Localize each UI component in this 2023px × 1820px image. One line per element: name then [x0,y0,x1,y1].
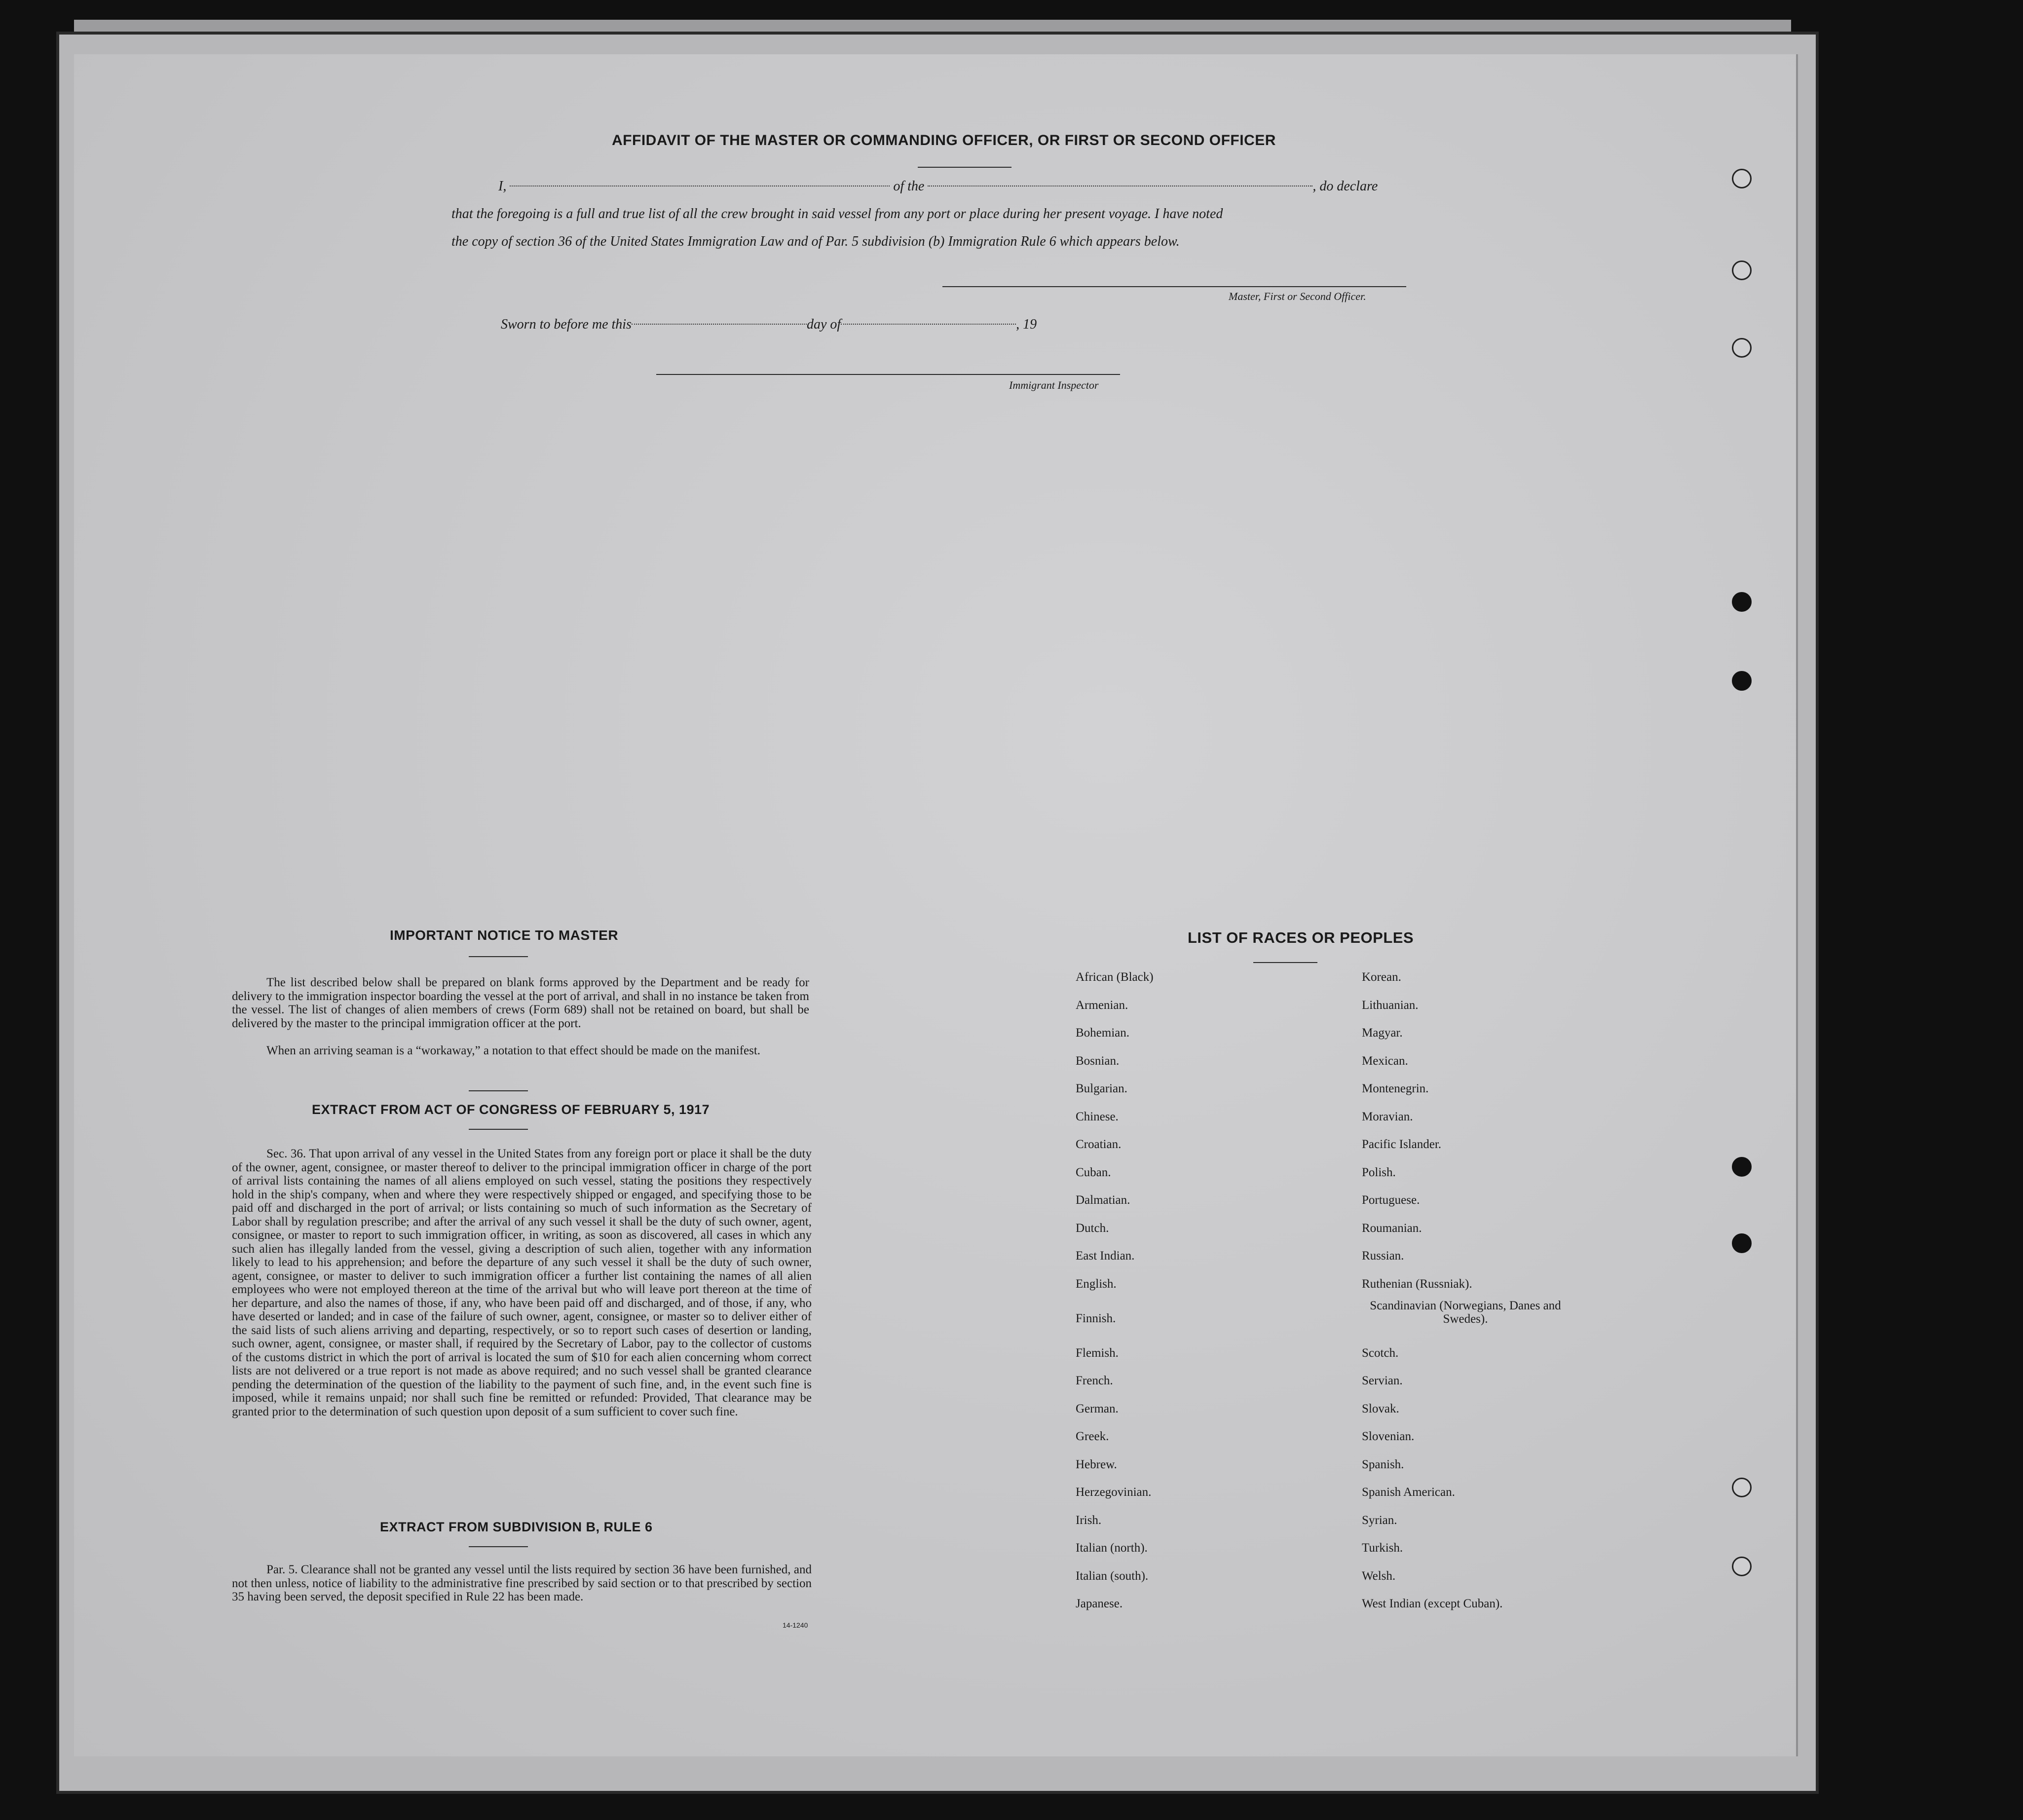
punch-hole-icon [1732,1557,1752,1576]
race-item: Chinese. [1076,1110,1119,1123]
extract-act-title: EXTRACT FROM ACT OF CONGRESS OF FEBRUARY 5, 1917 [312,1102,710,1117]
race-item: Slovenian. [1362,1430,1415,1443]
races-title: LIST OF RACES OR PEOPLES [1188,929,1414,946]
race-item: Roumanian. [1362,1222,1422,1235]
race-item: Italian (north). [1076,1541,1148,1555]
race-item: German. [1076,1402,1119,1415]
month-blank-line [841,323,1016,325]
sworn-year: , 19 [1016,317,1037,332]
race-item: Dutch. [1076,1222,1109,1235]
race-item: Bohemian. [1076,1026,1130,1040]
race-item: Greek. [1076,1430,1109,1443]
affidavit-line-1 [498,173,1480,200]
race-item: Dalmatian. [1076,1193,1130,1207]
race-item: African (Black) [1076,970,1154,984]
extract-act-body: Sec. 36. That upon arrival of any vessel in the United States from any foreign port or place it shall be the duty of the owner, agent, consignee, or master thereof to deliver to the principal immigration officer in charge of the port of arrival lists containing the names of all aliens employed on such vessel, stating the positions they respectively hold in the ship's company, when and where they were respectively shipped or engaged, and specifying those to be paid off and discharged in the port of arrival; or lists containing so much of such information as the Secretary of Labor shall by regulation prescribe; and after the arrival of any such vessel it shall be the duty of such owner, agent, consignee, or master to report to such immigration officer, in writing, as soon as discovered, all cases in which any such alien has illegally landed from the vessel, giving a description of such alien, together with any information likely to lead to his apprehension; and before the departure of any such vessel it shall be the duty of such owner, agent, consignee, or master to deliver to such immigration officer a further list containing the names of all alien employees who were not employed thereon at the time of the arrival but who will leave port thereon at the time of her departure, and also the names of those, if any, who have been paid off and discharged, and of those, if any, who have deserted or landed; and in case of the failure of such owner, agent, consignee, or master so to deliver either of the said lists of such aliens arriving and departing, respectively, or so to report such cases of desertion or landing, such owner, agent, consignee, or master shall, if required by the Secretary of Labor, pay to the collector of customs of the customs district in which the port of arrival is located the sum of $10 for each alien concerning whom correct lists are not delivered or a true report is not made as above required; and no such vessel shall be granted clearance pending the determination of the question of the liability to the payment of such fine, and, in the event such fine is imposed, while it remains unpaid; nor shall such fine be remitted or refunded: Provided, That clearance may be granted prior to the determination of such question upon deposit of a sum sufficient to cover such fine. [232,1147,812,1418]
notice-paragraph-2: When an arriving seaman is a “workaway,” a notation to that effect should be made on the manifest. [266,1044,761,1057]
document-page [74,54,1798,1756]
race-item: Syrian. [1362,1514,1397,1527]
punch-hole-icon [1732,260,1752,280]
race-item: Russian. [1362,1249,1404,1263]
race-item: Scandinavian (Norwegians, Danes and Swedes). [1370,1299,1561,1326]
race-item: Welsh. [1362,1569,1396,1583]
race-item: Polish. [1362,1166,1396,1179]
race-item: English. [1076,1277,1117,1291]
race-item: Cuban. [1076,1166,1111,1179]
extract-rule-title: EXTRACT FROM SUBDIVISION B, RULE 6 [380,1520,653,1534]
affidavit-i: I, [498,179,507,194]
section-divider [469,1090,528,1091]
race-item: Bosnian. [1076,1054,1120,1068]
race-item: Ruthenian (Russniak). [1362,1277,1472,1291]
extract-rule-body: Par. 5. Clearance shall not be granted any vessel until the lists required by section 36 have been furnished, and not then unless, notice of liability to the administrative fine prescribed by said section or to that prescribed by section 35 having been served, the deposit specified in Rule 22 has been made. [232,1563,812,1603]
inspector-label: Immigrant Inspector [1009,379,1099,391]
punch-hole-icon [1732,592,1752,612]
race-item: French. [1076,1374,1113,1387]
race-item: Pacific Islander. [1362,1138,1442,1151]
race-item: Turkish. [1362,1541,1403,1555]
race-item: Servian. [1362,1374,1403,1387]
notice-paragraph-1: The list described below shall be prepared on blank forms approved by the Department and be ready for delivery to the immigration inspector boarding the vessel at the port of arrival, and shall in no instance be taken from the vessel. The list of changes of alien members of crews (Form 689) shall not be retained on board, but shall be delivered by the master to the principal immigration officer at the port. [232,976,809,1030]
affidavit-of-the: of the [893,179,925,194]
race-item: Flemish. [1076,1346,1119,1360]
day-blank-line [632,323,807,325]
notice-title: IMPORTANT NOTICE TO MASTER [390,928,619,943]
sworn-day: day of [806,317,841,332]
signature-label: Master, First or Second Officer. [1229,290,1366,302]
race-item: Slovak. [1362,1402,1399,1415]
punch-hole-icon [1732,338,1752,358]
form-number: 14-1240 [783,1621,808,1629]
punch-hole-icon [1732,1478,1752,1497]
race-item: West Indian (except Cuban). [1362,1597,1503,1610]
race-item: Montenegrin. [1362,1082,1429,1095]
race-item: East Indian. [1076,1249,1135,1263]
race-item: Italian (south). [1076,1569,1149,1583]
race-item: Spanish. [1362,1458,1404,1471]
race-item: Japanese. [1076,1597,1123,1610]
race-item: Irish. [1076,1514,1102,1527]
title-underline [918,167,1012,168]
inspector-signature-line [656,374,1120,375]
affidavit-title: AFFIDAVIT OF THE MASTER OR COMMANDING OFFICER, OR FIRST OR SECOND OFFICER [612,132,1276,149]
race-item: Armenian. [1076,999,1128,1012]
name-blank-line [510,185,890,186]
race-item: Bulgarian. [1076,1082,1127,1095]
punch-hole-icon [1732,1157,1752,1177]
race-item: Herzegovinian. [1076,1486,1152,1499]
affidavit-declare: , do declare [1312,179,1378,194]
race-item: Mexican. [1362,1054,1408,1068]
extract-rule-underline [469,1546,528,1547]
race-item: Moravian. [1362,1110,1413,1123]
race-item: Finnish. [1076,1312,1116,1325]
race-item: Portuguese. [1362,1193,1420,1207]
race-item: Spanish American. [1362,1486,1455,1499]
notice-underline [469,956,528,957]
affidavit-line-2: that the foregoing is a full and true list of all the crew brought in said vessel from any port or place during her present voyage. I have noted [451,206,1223,222]
affidavit-line-3: the copy of section 36 of the United States Immigration Law and of Par. 5 subdivision (b) Immigration Rule 6 which appears below. [451,234,1180,249]
race-item: Scotch. [1362,1346,1399,1360]
vessel-blank-line [928,185,1312,186]
punch-hole-icon [1732,1233,1752,1253]
signature-line [942,286,1406,287]
sworn-prefix: Sworn to before me this [501,317,632,332]
extract-act-underline [469,1129,528,1130]
punch-hole-icon [1732,169,1752,188]
race-item: Hebrew. [1076,1458,1117,1471]
race-item: Lithuanian. [1362,999,1419,1012]
race-item: Magyar. [1362,1026,1403,1040]
punch-hole-icon [1732,671,1752,691]
races-underline [1253,962,1317,963]
race-item: Korean. [1362,970,1401,984]
race-item: Croatian. [1076,1138,1122,1151]
sworn-line [501,311,1037,338]
